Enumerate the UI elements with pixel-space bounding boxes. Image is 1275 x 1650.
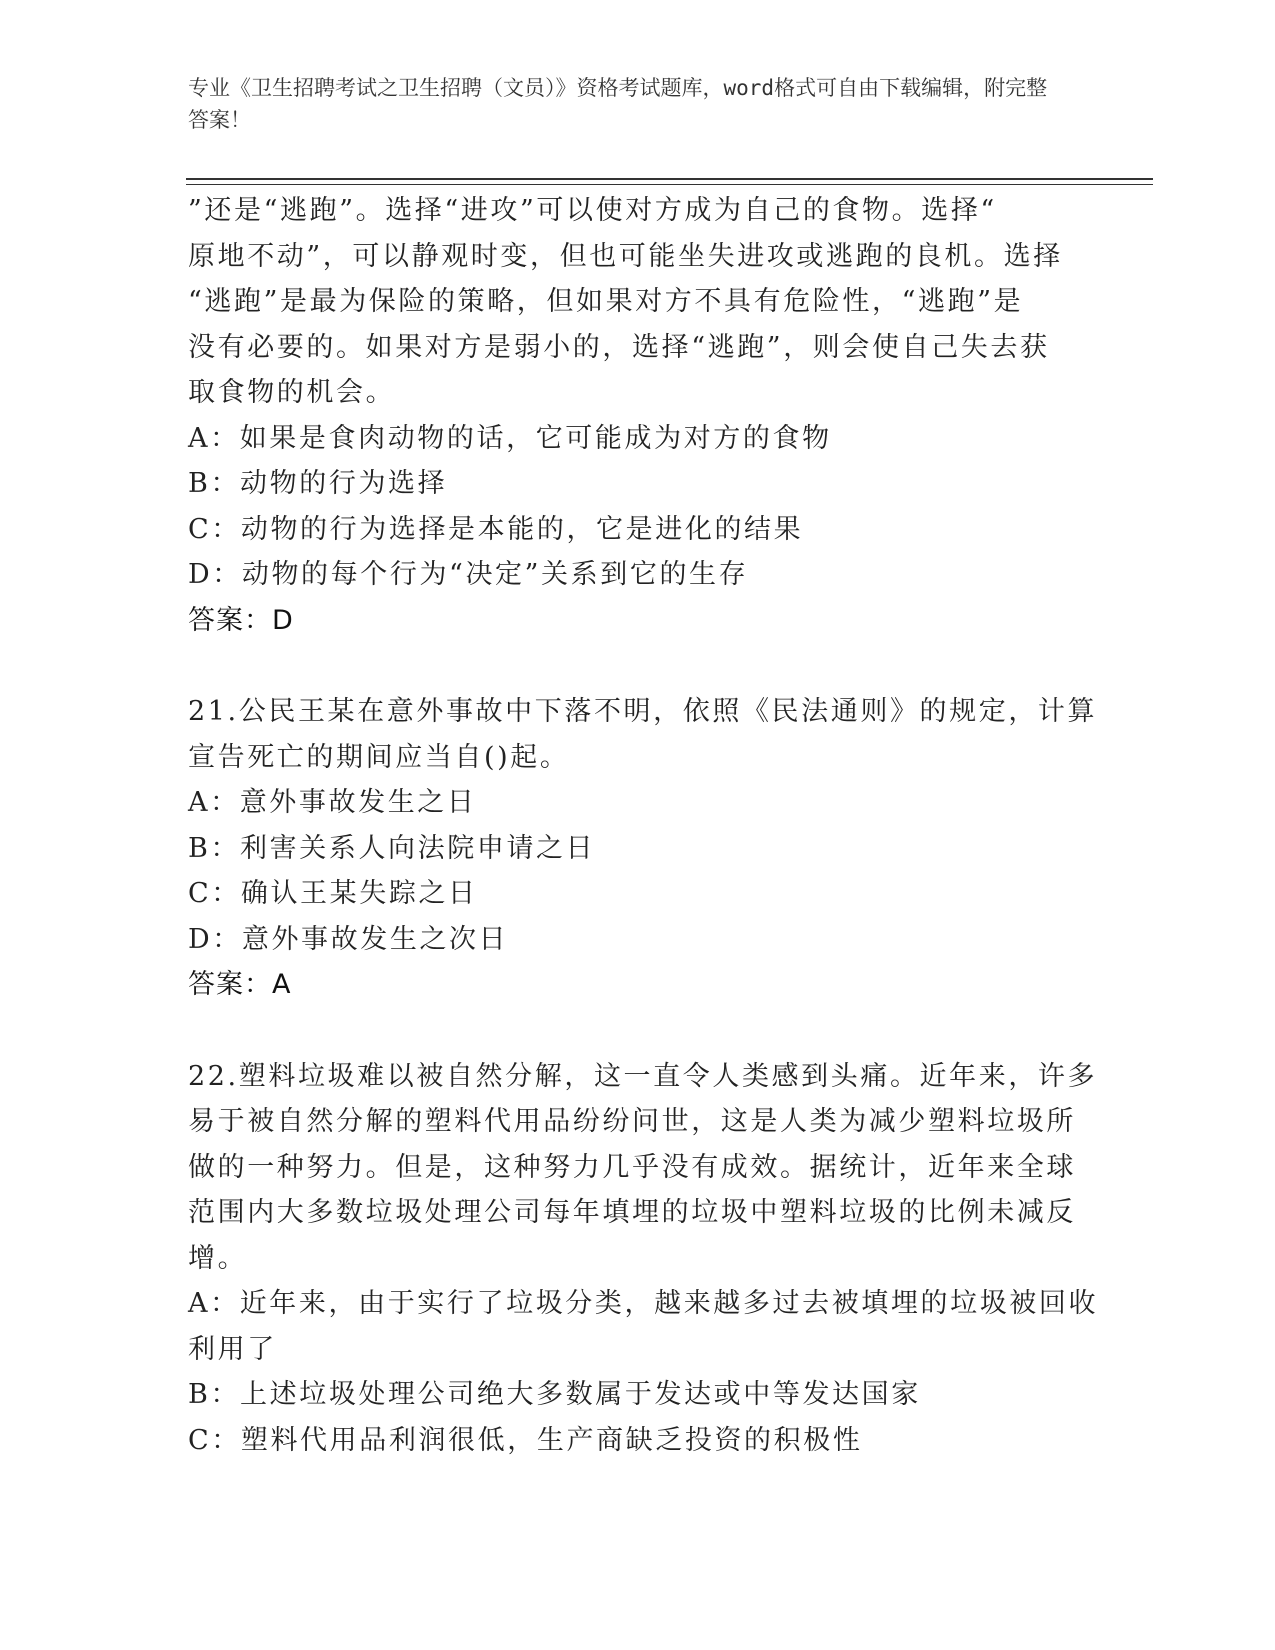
option-a-continued: 利用了 [188, 1333, 277, 1365]
question-text-line: 范围内大多数垃圾处理公司每年填埋的垃圾中塑料垃圾的比例未减反 [188, 1197, 1076, 1228]
question-text-line: 原地不动”，可以静观时变，但也可能坐失进攻或逃跑的良机。选择 [188, 240, 1063, 272]
option-c: C：塑料代用品利润很低，生产商缺乏投资的积极性 [188, 1424, 863, 1456]
question-text-line: 宣告死亡的期间应当自()起。 [188, 741, 570, 773]
answer-label: 答案：D [188, 604, 294, 636]
option-d: D：意外事故发生之次日 [188, 923, 509, 955]
question-text-line: 没有必要的。如果对方是弱小的，选择“逃跑”，则会使自己失去获 [188, 331, 1050, 363]
option-a: A：如果是食肉动物的话，它可能成为对方的食物 [188, 422, 832, 454]
question-20-continuation [188, 188, 1088, 643]
question-text-line: 取食物的机会。 [188, 377, 396, 408]
question-21 [188, 689, 1098, 1008]
question-22 [188, 1054, 1099, 1464]
option-b: B：上述垃圾处理公司绝大多数属于发达或中等发达国家 [188, 1379, 921, 1410]
question-text-line: 增。 [188, 1242, 248, 1274]
spacer [188, 643, 1088, 689]
question-text-line: 做的一种努力。但是，这种努力几乎没有成效。据统计，近年来全球 [188, 1151, 1076, 1183]
document-body [188, 188, 1099, 1463]
header-rule-thick [186, 178, 1153, 180]
question-text-line: “逃跑”是最为保险的策略，但如果对方不具有危险性，“逃跑”是 [188, 286, 1024, 317]
question-text-line: ”还是“逃跑”。选择“进攻”可以使对方成为自己的食物。选择“ [188, 195, 997, 226]
header-rule-thin [186, 184, 1153, 185]
page-header: 专业《卫生招聘考试之卫生招聘（文员）》资格考试题库，word格式可自由下载编辑，附完整答案！ [188, 76, 1048, 132]
option-b: B：利害关系人向法院申请之日 [188, 832, 596, 864]
option-a: A：近年来，由于实行了垃圾分类，越来越多过去被填埋的垃圾被回收 [188, 1288, 1099, 1319]
answer-label: 答案：A [188, 969, 292, 1000]
question-text-line: 22.塑料垃圾难以被自然分解，这一直令人类感到头痛。近年来，许多 [188, 1060, 1098, 1092]
question-text-line: 易于被自然分解的塑料代用品纷纷问世，这是人类为减少塑料垃圾所 [188, 1106, 1076, 1137]
option-d: D：动物的每个行为“决定”关系到它的生存 [188, 559, 749, 590]
option-c: C：动物的行为选择是本能的，它是进化的结果 [188, 513, 804, 545]
question-text-line: 21.公民王某在意外事故中下落不明，依照《民法通则》的规定，计算 [188, 696, 1098, 727]
option-a: A：意外事故发生之日 [188, 787, 477, 818]
spacer [188, 1008, 1088, 1054]
option-b: B：动物的行为选择 [188, 468, 448, 499]
option-c: C：确认王某失踪之日 [188, 878, 478, 909]
